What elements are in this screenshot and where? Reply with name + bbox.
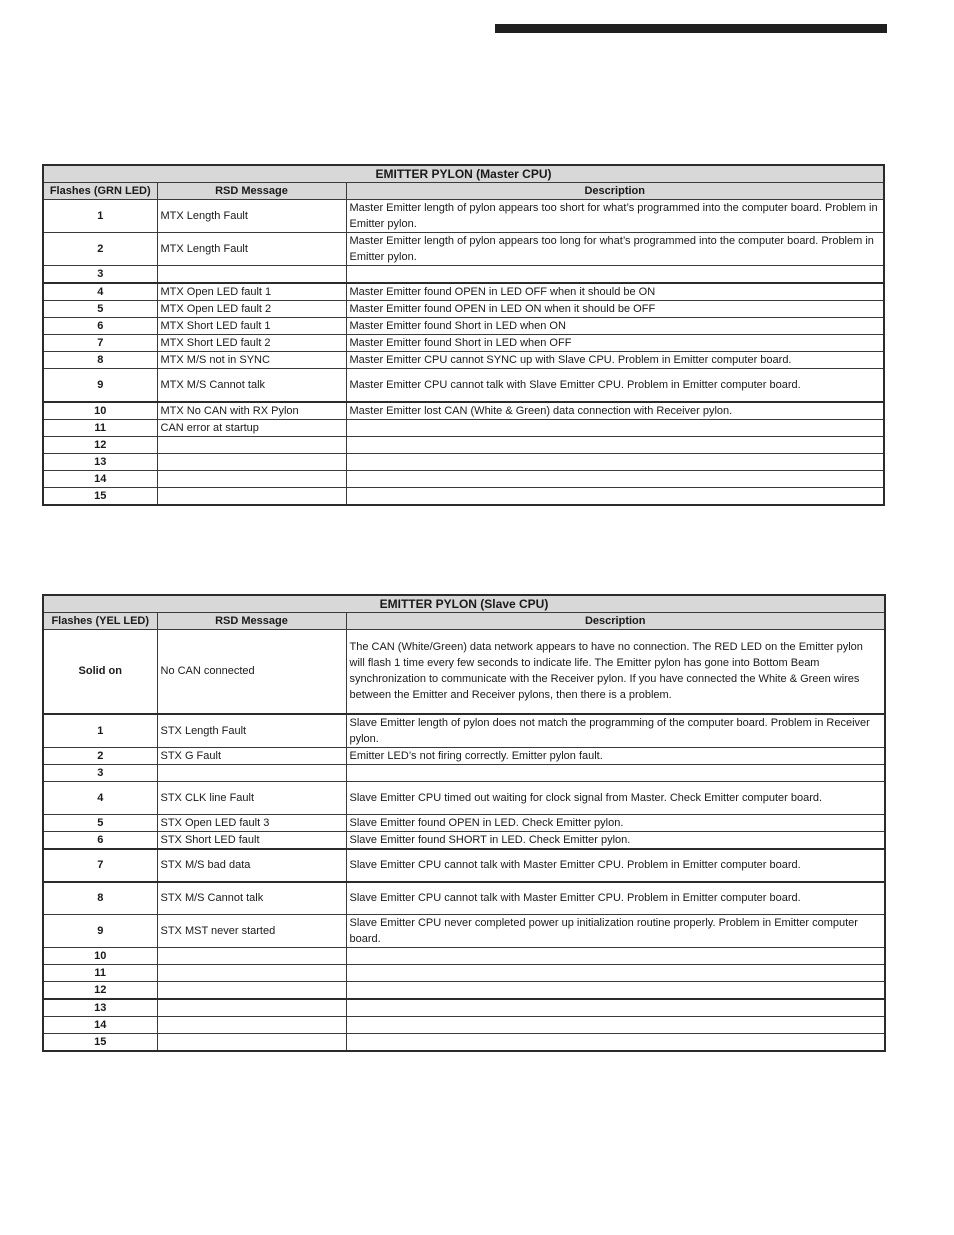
column-header-description: Description	[346, 183, 884, 200]
table-row	[43, 352, 884, 369]
description-cell: Master Emitter found Short in LED when OFF	[346, 335, 884, 352]
rsd-message-cell: STX G Fault	[157, 747, 346, 764]
description-cell	[346, 948, 885, 965]
description-cell	[346, 436, 884, 453]
column-header-rsd-message: RSD Message	[157, 613, 346, 630]
rsd-message-cell	[157, 764, 346, 781]
table-row	[43, 402, 884, 420]
rsd-message-cell: STX Open LED fault 3	[157, 814, 346, 831]
rsd-message-cell: STX Short LED fault	[157, 831, 346, 849]
flash-count-cell: 5	[43, 814, 157, 831]
flash-count-cell: 7	[43, 849, 157, 882]
flash-count-cell: 5	[43, 301, 157, 318]
column-header-description: Description	[346, 613, 885, 630]
description-cell	[346, 1034, 885, 1052]
table-row	[43, 470, 884, 487]
rsd-message-cell: MTX Length Fault	[157, 233, 346, 266]
table-row	[43, 233, 884, 266]
rsd-message-cell	[157, 982, 346, 1000]
flash-count-cell: 14	[43, 470, 157, 487]
flash-count-cell: 11	[43, 965, 157, 982]
description-cell: Slave Emitter found SHORT in LED. Check Emitter pylon.	[346, 831, 885, 849]
column-header-flashes: Flashes (GRN LED)	[43, 183, 157, 200]
table-row	[43, 849, 885, 882]
description-cell: The CAN (White/Green) data network appears to have no connection. The RED LED on the Emitter pylon will flash 1 time every few seconds to indicate life. The Emitter pylon has gone into Bottom Beam synchronization to communicate with the Receiver pylon. If you have connected the White & Green wires between the Emitter and Receiver pylons, then there is a problem.	[346, 630, 885, 714]
table-row	[43, 335, 884, 352]
table-row	[43, 266, 884, 284]
description-cell: Slave Emitter CPU timed out waiting for clock signal from Master. Check Emitter computer board.	[346, 781, 885, 814]
table-row	[43, 831, 885, 849]
rsd-message-cell: MTX M/S Cannot talk	[157, 369, 346, 402]
description-cell	[346, 1017, 885, 1034]
table-row	[43, 453, 884, 470]
flash-count-cell: 8	[43, 882, 157, 915]
flash-count-cell: 13	[43, 999, 157, 1017]
table-row	[43, 419, 884, 436]
table-row	[43, 200, 884, 233]
table-row	[43, 747, 885, 764]
table-row	[43, 714, 885, 748]
table-row	[43, 882, 885, 915]
flash-count-cell: 10	[43, 402, 157, 420]
description-cell	[346, 487, 884, 505]
flash-count-cell: 10	[43, 948, 157, 965]
table-row	[43, 487, 884, 505]
description-cell: Master Emitter CPU cannot SYNC up with Slave CPU. Problem in Emitter computer board.	[346, 352, 884, 369]
flash-count-cell: 1	[43, 714, 157, 748]
flash-count-cell: 6	[43, 318, 157, 335]
rsd-message-cell: CAN error at startup	[157, 419, 346, 436]
flash-count-cell: 15	[43, 1034, 157, 1052]
rsd-message-cell	[157, 1034, 346, 1052]
master-cpu-table	[42, 164, 885, 506]
description-cell	[346, 965, 885, 982]
description-cell	[346, 982, 885, 1000]
flash-count-cell: 15	[43, 487, 157, 505]
flash-count-cell: 2	[43, 747, 157, 764]
flash-count-cell: 3	[43, 764, 157, 781]
rsd-message-cell: No CAN connected	[157, 630, 346, 714]
description-cell: Slave Emitter CPU never completed power up initialization routine properly. Problem in Emitter computer board.	[346, 915, 885, 948]
table-row	[43, 1017, 885, 1034]
table-row	[43, 1034, 885, 1052]
rsd-message-cell	[157, 436, 346, 453]
rsd-message-cell: STX M/S Cannot talk	[157, 882, 346, 915]
column-header-rsd-message: RSD Message	[157, 183, 346, 200]
description-cell: Master Emitter found Short in LED when ON	[346, 318, 884, 335]
rsd-message-cell	[157, 948, 346, 965]
description-cell	[346, 419, 884, 436]
table-title: EMITTER PYLON (Slave CPU)	[43, 595, 885, 613]
description-cell	[346, 999, 885, 1017]
rsd-message-cell: MTX M/S not in SYNC	[157, 352, 346, 369]
flash-count-cell: 14	[43, 1017, 157, 1034]
flash-count-cell: 12	[43, 982, 157, 1000]
table-row	[43, 965, 885, 982]
description-cell: Master Emitter length of pylon appears too long for what’s programmed into the computer board. Problem in Emitter pylon.	[346, 233, 884, 266]
rsd-message-cell: STX M/S bad data	[157, 849, 346, 882]
rsd-message-cell	[157, 487, 346, 505]
flash-count-cell: 6	[43, 831, 157, 849]
table-row	[43, 764, 885, 781]
rsd-message-cell: MTX Length Fault	[157, 200, 346, 233]
rsd-message-cell	[157, 453, 346, 470]
description-cell: Master Emitter length of pylon appears too short for what’s programmed into the computer board. Problem in Emitter pylon.	[346, 200, 884, 233]
flash-count-cell: 1	[43, 200, 157, 233]
description-cell: Master Emitter found OPEN in LED ON when it should be OFF	[346, 301, 884, 318]
table-row	[43, 436, 884, 453]
rsd-message-cell	[157, 965, 346, 982]
flash-count-cell: 4	[43, 283, 157, 301]
flash-count-cell: 2	[43, 233, 157, 266]
flash-count-cell: Solid on	[43, 630, 157, 714]
rsd-message-cell: STX CLK line Fault	[157, 781, 346, 814]
table-row	[43, 982, 885, 1000]
rsd-message-cell: MTX Open LED fault 2	[157, 301, 346, 318]
rsd-message-cell	[157, 470, 346, 487]
table-row	[43, 999, 885, 1017]
rsd-message-cell: MTX Short LED fault 1	[157, 318, 346, 335]
description-cell: Slave Emitter found OPEN in LED. Check Emitter pylon.	[346, 814, 885, 831]
description-cell: Emitter LED’s not firing correctly. Emitter pylon fault.	[346, 747, 885, 764]
table-row	[43, 369, 884, 402]
description-cell	[346, 470, 884, 487]
table-row	[43, 283, 884, 301]
rsd-message-cell	[157, 999, 346, 1017]
description-cell: Slave Emitter CPU cannot talk with Master Emitter CPU. Problem in Emitter computer board.	[346, 849, 885, 882]
flash-count-cell: 4	[43, 781, 157, 814]
flash-count-cell: 11	[43, 419, 157, 436]
description-cell	[346, 764, 885, 781]
table-title: EMITTER PYLON (Master CPU)	[43, 165, 884, 183]
table-row	[43, 814, 885, 831]
rsd-message-cell	[157, 1017, 346, 1034]
table-row	[43, 301, 884, 318]
description-cell: Slave Emitter CPU cannot talk with Master Emitter CPU. Problem in Emitter computer board.	[346, 882, 885, 915]
header-bar	[495, 24, 887, 33]
rsd-message-cell: MTX Short LED fault 2	[157, 335, 346, 352]
flash-count-cell: 13	[43, 453, 157, 470]
flash-count-cell: 3	[43, 266, 157, 284]
table-row	[43, 781, 885, 814]
description-cell: Slave Emitter length of pylon does not match the programming of the computer board. Problem in Receiver pylon.	[346, 714, 885, 748]
rsd-message-cell: MTX Open LED fault 1	[157, 283, 346, 301]
flash-count-cell: 8	[43, 352, 157, 369]
table-row	[43, 630, 885, 714]
table-row	[43, 318, 884, 335]
table-row	[43, 948, 885, 965]
description-cell	[346, 266, 884, 284]
table-row	[43, 915, 885, 948]
column-header-flashes: Flashes (YEL LED)	[43, 613, 157, 630]
rsd-message-cell: STX MST never started	[157, 915, 346, 948]
description-cell	[346, 453, 884, 470]
flash-count-cell: 9	[43, 915, 157, 948]
flash-count-cell: 7	[43, 335, 157, 352]
description-cell: Master Emitter CPU cannot talk with Slave Emitter CPU. Problem in Emitter computer board.	[346, 369, 884, 402]
slave-cpu-table	[42, 594, 886, 1052]
rsd-message-cell: MTX No CAN with RX Pylon	[157, 402, 346, 420]
rsd-message-cell: STX Length Fault	[157, 714, 346, 748]
description-cell: Master Emitter lost CAN (White & Green) data connection with Receiver pylon.	[346, 402, 884, 420]
description-cell: Master Emitter found OPEN in LED OFF when it should be ON	[346, 283, 884, 301]
flash-count-cell: 9	[43, 369, 157, 402]
flash-count-cell: 12	[43, 436, 157, 453]
rsd-message-cell	[157, 266, 346, 284]
